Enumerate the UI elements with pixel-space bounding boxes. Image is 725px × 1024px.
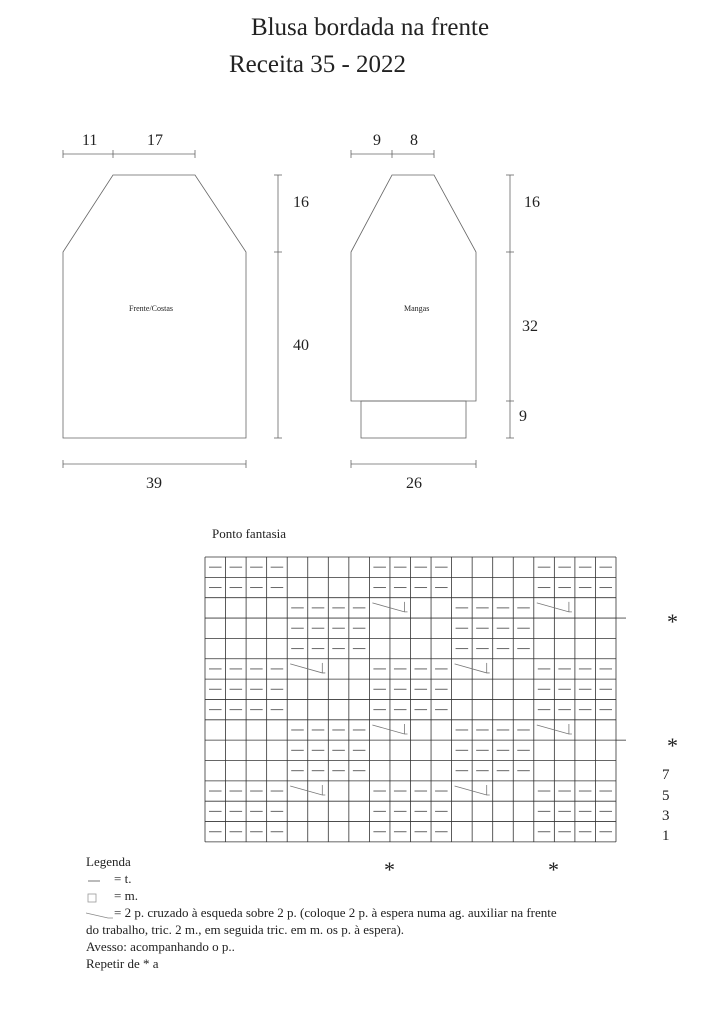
sleeve-piece-outline	[351, 175, 476, 401]
legend-wrong-side: Avesso: acompanhando o p..	[86, 939, 235, 954]
sleeve-cuff-dim: 9	[519, 408, 527, 425]
purl-symbol-icon	[86, 874, 114, 886]
legend-cable-row	[86, 904, 557, 921]
stitch-chart	[205, 557, 626, 842]
legend-cable-text-2: do trabalho, tric. 2 m., em seguida tric. em m. os p. à espera).	[86, 922, 405, 937]
repeat-marker: *	[667, 609, 678, 634]
row-number: 7	[662, 767, 670, 783]
sleeve-top-left-dim: 9	[373, 132, 381, 149]
cable-symbol-icon	[86, 908, 114, 920]
sleeve-height-main-dim: 32	[522, 318, 538, 335]
body-width-dim: 39	[146, 475, 162, 492]
sleeve-height-top-dim: 16	[524, 194, 540, 211]
legend-title: Legenda	[86, 854, 131, 869]
body-piece-label: Frente/Costas	[129, 304, 173, 313]
body-top-right-dim: 17	[147, 132, 163, 149]
repeat-marker: *	[667, 733, 678, 758]
sleeve-piece-label: Mangas	[404, 304, 430, 313]
sleeve-width-dim: 26	[406, 475, 422, 492]
sleeve-top-right-dim: 8	[410, 132, 418, 149]
row-number: 5	[662, 788, 670, 804]
row-number: 3	[662, 808, 670, 824]
row-number: 1	[662, 828, 670, 844]
legend	[86, 853, 557, 972]
chart-title: Ponto fantasia	[212, 526, 287, 541]
repeat-marker: *	[384, 857, 395, 882]
sleeve-cuff-outline	[361, 401, 466, 438]
legend-knit-row	[86, 887, 557, 904]
legend-cable-text: = 2 p. cruzado à esqueda sobre 2 p. (coloque 2 p. à espera numa ag. auxiliar na frente	[114, 905, 557, 920]
repeat-marker: *	[548, 857, 559, 882]
knit-square-icon	[86, 891, 114, 903]
legend-knit-text: = m.	[114, 888, 138, 903]
body-top-left-dim: 11	[82, 132, 98, 149]
body-height-top-dim: 16	[293, 194, 309, 211]
legend-repeat: Repetir de * a	[86, 956, 159, 971]
body-height-main-dim: 40	[293, 337, 309, 354]
legend-purl-text: = t.	[114, 871, 132, 886]
legend-purl-row	[86, 870, 557, 887]
page-title: Blusa bordada na frente	[250, 14, 490, 41]
page-subtitle: Receita 35 - 2022	[229, 51, 407, 78]
